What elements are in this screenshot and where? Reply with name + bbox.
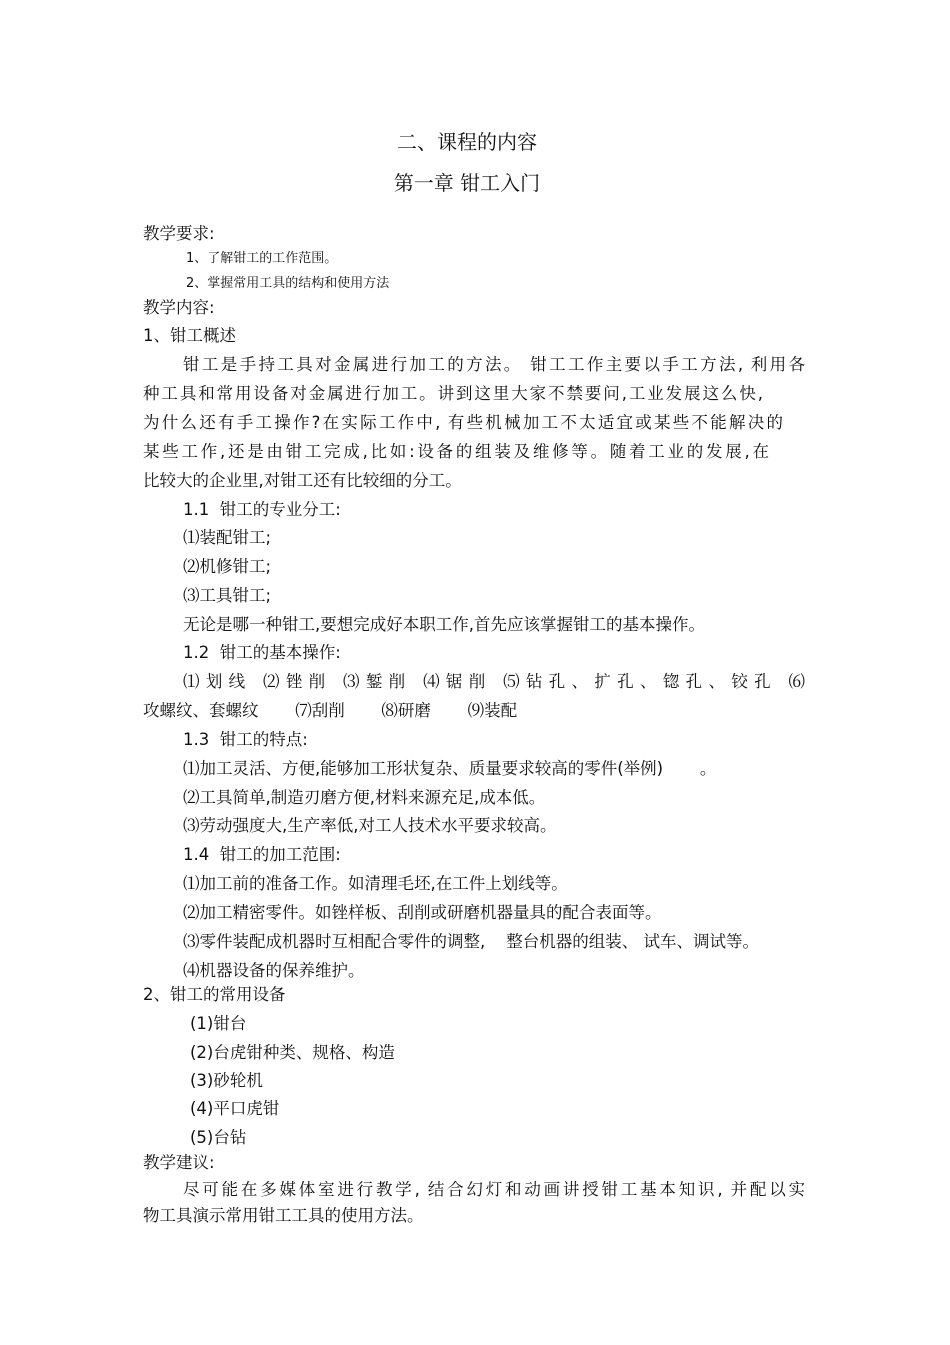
equipment-item: (5)台钻 [190, 1128, 247, 1147]
subsection-1-2-title: 1.2 钳工的基本操作: [183, 643, 341, 662]
chapter-title: 第一章 钳工入门 [393, 171, 541, 195]
list-item: ⑷机器设备的保养维护。 [183, 961, 365, 980]
page-heading: 二、课程的内容 [397, 130, 537, 154]
subsection-1-3-title: 1.3 钳工的特点: [183, 730, 308, 749]
teaching-requirements-label: 教学要求: [143, 224, 215, 243]
teaching-content-label: 教学内容: [143, 298, 215, 317]
equipment-item: (4)平口虎钳 [190, 1099, 280, 1118]
paragraph-line: 无论是哪一种钳工,要想完成好本职工作,首先应该掌握钳工的基本操作。 [183, 615, 705, 634]
paragraph-line: 比较大的企业里,对钳工还有比较细的分工。 [143, 471, 462, 490]
paragraph-line: 尽可能在多媒体室进行教学, 结合幻灯和动画讲授钳工基本知识, 并配以实 [183, 1180, 805, 1199]
requirement-item: 1、了解钳工的工作范围。 [186, 251, 338, 266]
operations-line: 攻螺纹、套螺纹 ⑺刮削 ⑻研磨 ⑼装配 [143, 701, 518, 720]
subsection-1-4-title: 1.4 钳工的加工范围: [183, 845, 341, 864]
paragraph-line: 种工具和常用设备对金属进行加工。讲到这里大家不禁要问,工业发展这么快, [143, 384, 763, 403]
list-item: ⑴加工灵活、方便,能够加工形状复杂、质量要求较高的零件(举例) 。 [183, 759, 717, 778]
list-item: ⑶零件装配成机器时互相配合零件的调整, 整台机器的组装、 试车、调试等。 [183, 932, 759, 951]
paragraph-line: 钳工是手持工具对金属进行加工的方法。 钳工工作主要以手工方法, 利用各 [183, 355, 805, 374]
list-item: ⑴装配钳工; [183, 528, 272, 547]
paragraph-line: 为什么还有手工操作?在实际工作中, 有些机械加工不太适宜或某些不能解决的 [143, 413, 783, 432]
section-2-title: 2、钳工的常用设备 [143, 985, 286, 1004]
list-item: ⑶劳动强度大,生产率低,对工人技术水平要求较高。 [183, 816, 557, 835]
equipment-item: (1)钳台 [190, 1014, 247, 1033]
section-1-title: 1、钳工概述 [143, 326, 236, 345]
list-item: ⑵机修钳工; [183, 557, 272, 576]
list-item: ⑵工具简单,制造刃磨方便,材料来源充足,成本低。 [183, 788, 546, 807]
equipment-item: (2)台虎钳种类、规格、构造 [190, 1043, 395, 1062]
list-item: ⑴加工前的准备工作。如清理毛坯,在工件上划线等。 [183, 874, 568, 893]
requirement-item: 2、掌握常用工具的结构和使用方法 [186, 276, 390, 291]
teaching-advice-label: 教学建议: [143, 1153, 215, 1172]
paragraph-line: 某些工作,还是由钳工完成,比如:设备的组装及维修等。随着工业的发展,在 [143, 442, 769, 461]
operations-line: ⑴划线 ⑵锉削 ⑶錾削 ⑷锯削 ⑸钻孔、扩孔、锪孔、铰孔 ⑹ [183, 672, 805, 691]
subsection-1-1-title: 1.1 钳工的专业分工: [183, 500, 341, 519]
list-item: ⑶工具钳工; [183, 586, 272, 605]
list-item: ⑵加工精密零件。如锉样板、刮削或研磨机器量具的配合表面等。 [183, 903, 662, 922]
paragraph-line: 物工具演示常用钳工工具的使用方法。 [143, 1206, 424, 1225]
equipment-item: (3)砂轮机 [190, 1071, 263, 1090]
